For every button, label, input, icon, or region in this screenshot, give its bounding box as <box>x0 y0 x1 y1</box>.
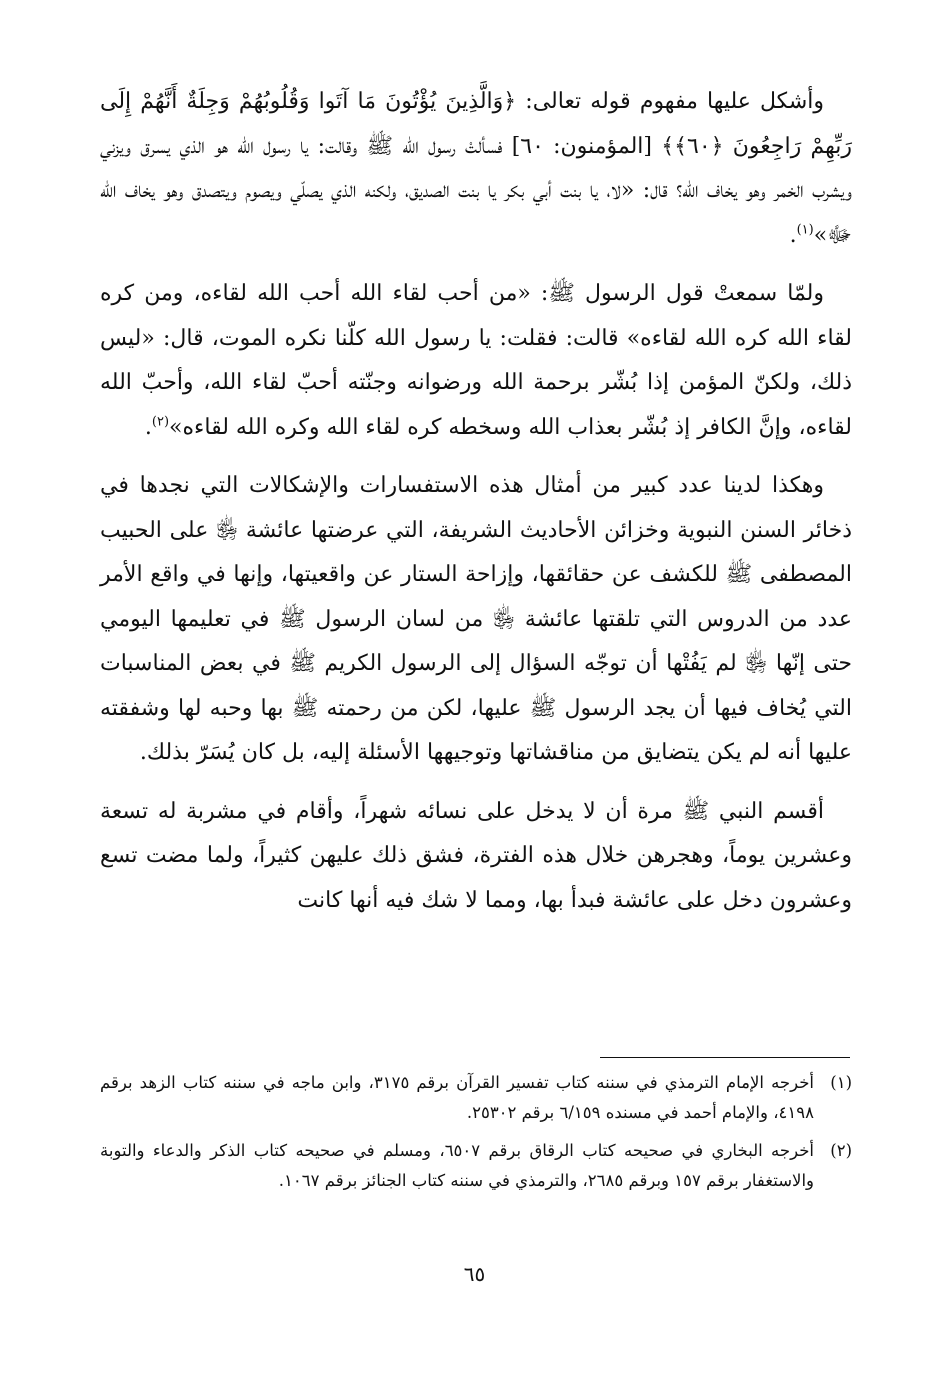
footnote-ref-1[interactable]: (١) <box>796 222 814 238</box>
paragraph-4: أقسم النبي ﷺ مرة أن لا يدخل على نسائه شهراً، وأقام في مشربة له تسعة وعشرين يوماً، وهجرهن خلال هذه الفترة، فشق ذلك عليهن كثيراً، ولما مضت تسع وعشرون دخل على عائشة فبدأ بها، ومما لا شك فيه أنها كانت <box>100 798 852 913</box>
footnote-1-text: أخرجه الإمام الترمذي في سننه كتاب تفسير القرآن برقم ٣١٧٥، وابن ماجه في سننه كتاب الزهد برقم ٤١٩٨، والإمام أحمد في مسنده ٦/١٥٩ برقم ٢٥٣٠٢. <box>100 1073 815 1122</box>
footnote-2-text: أخرجه البخاري في صحيحه كتاب الرقاق برقم ٦٥٠٧، ومسلم في صحيحه كتاب الذكر والدعاء والتوبة والاستغفار برقم ١٥٧ وبرقم ٢٦٨٥، والترمذي في سننه كتاب الجنائز برقم ١٠٦٧. <box>100 1141 814 1190</box>
footnote-2 <box>100 1136 852 1196</box>
footnote-ref-2[interactable]: (٢) <box>151 414 170 430</box>
paragraph-3: وهكذا لدينا عدد كبير من أمثال هذه الاستفسارات والإشكالات التي نجدها في ذخائر السنن النبوية وخزائن الأحاديث الشريفة، التي عرضتها عائشة ﵂ على الحبيب المصطفى ﷺ للكشف عن حقائقها، وإزاحة الستار عن واقعيتها، وإنها في واقع الأمر عدد من الدروس التي تلقتها عائشة ﵂ من لسان الرسول ﷺ في تعليمها اليومي حتى إنّها ﵂ لم يَفُتْها أن توجّه السؤال إلى الرسول الكريم ﷺ في بعض المناسبات التي يُخاف فيها أن يجد الرسول ﷺ عليها، لكن من رحمته ﷺ بها وحبه لها وشفقته عليها أنه لم يكن يتضايق من مناقشاتها وتوجيهها الأسئلة إليه، بل كان يُسَرّ بذلك. <box>100 473 852 765</box>
paragraph-1-text: وأشكل عليها مفهوم قوله تعالى: ﴿وَالَّذِينَ يُؤْتُونَ مَا آتَوا وَقُلُوبُهُمْ وَجِلَةٌ أَنَّهُمْ إِلَى رَبِّهِمْ رَاجِعُونَ ﴿٦٠﴾﴾ [المؤمنون: ٦٠] فسألتْ رسول الله ﷺ وقالت: يا رسول الله هو الذي يسرق ويزني ويشرب الخمر وهو يخاف الله؟ قال: «لا، يا بنت أبي بكر يا بنت الصديق، ولكنه الذي يصلّي ويصوم ويتصدق وهو يخاف الله ﷻ» <box>100 89 852 248</box>
paragraph-2 <box>100 272 852 450</box>
footnote-1-number: (١) <box>830 1073 852 1092</box>
main-text <box>100 80 852 937</box>
paragraph-2-end: . <box>144 414 152 440</box>
paragraph-1 <box>100 80 852 258</box>
footnote-separator <box>600 1057 850 1058</box>
page-number: ٦٥ <box>463 1262 486 1286</box>
paragraph-2-text: ولمّا سمعتْ قول الرسول ﷺ: «من أحب لقاء الله أحب الله لقاءه، ومن كره لقاء الله كره الله لقاءه» قالت: فقلت: يا رسول الله كلّنا نكره الموت، قال: «ليس ذلك، ولكنّ المؤمن إذا بُشّر برحمة الله ورضوانه وجنّته أحبّ لقاء الله، وأحبّ الله لقاءه، وإنَّ الكافر إذ بُشّر بعذاب الله وسخطه كره لقاء الله وكره الله لقاءه» <box>100 281 852 440</box>
paragraph-1-end: . <box>789 222 797 248</box>
footnote-2-number: (٢) <box>830 1141 852 1160</box>
footnotes <box>100 1068 852 1204</box>
footnote-1 <box>100 1068 852 1128</box>
